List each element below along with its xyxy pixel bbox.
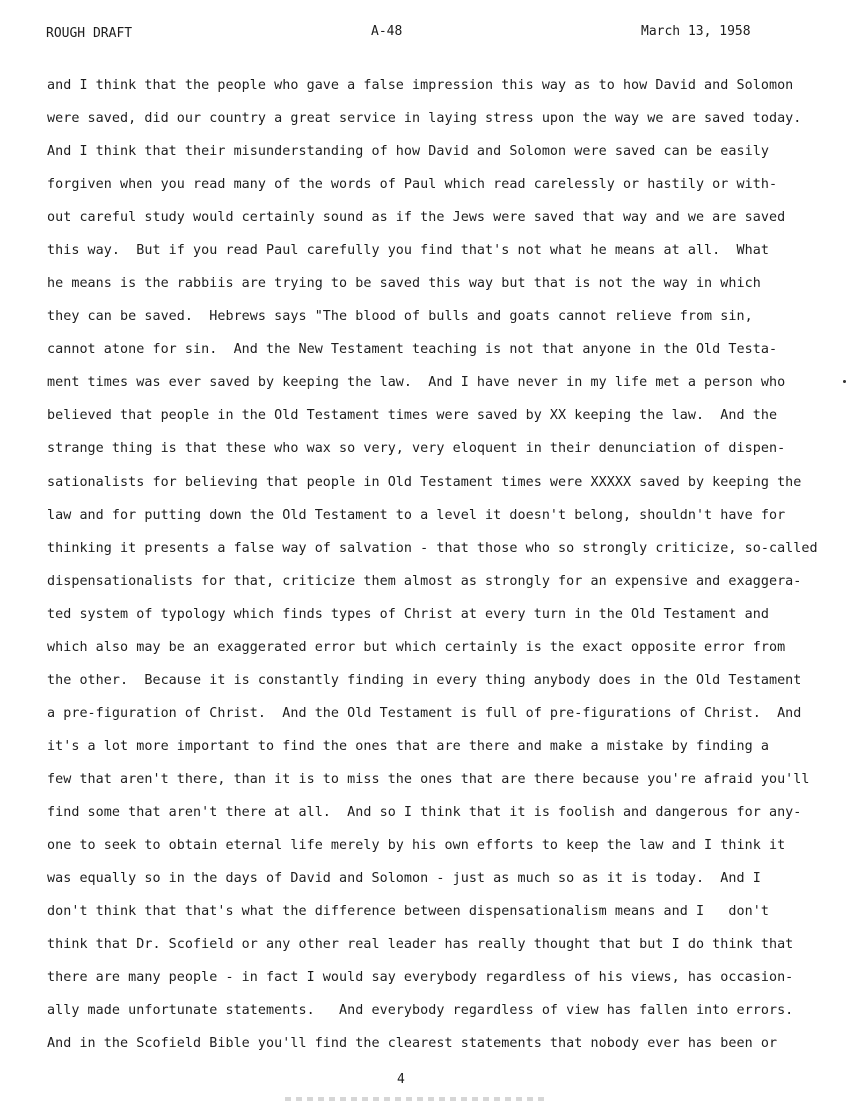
text-line: few that aren't there, than it is to miss the ones that are there because you're afraid you'll <box>47 772 810 787</box>
page-header <box>0 26 851 48</box>
text-line: the other. Because it is constantly finding in every thing anybody does in the Old Testament <box>47 673 802 688</box>
text-line: strange thing is that these who wax so very, very eloquent in their denunciation of dispen- <box>47 441 786 456</box>
text-line: he means is the rabbiis are trying to be saved this way but that is not the way in which <box>47 276 761 291</box>
text-line: believed that people in the Old Testament times were saved by XX keeping the law. And the <box>47 408 778 423</box>
text-line: think that Dr. Scofield or any other real leader has really thought that but I do think that <box>47 937 794 952</box>
text-line: one to seek to obtain eternal life merely by his own efforts to keep the law and I think it <box>47 838 786 853</box>
margin-mark <box>843 380 846 383</box>
text-line: forgiven when you read many of the words of Paul which read carelessly or hastily or with- <box>47 177 778 192</box>
text-line: ment times was ever saved by keeping the law. And I have never in my life met a person who <box>47 375 786 390</box>
text-line: And in the Scofield Bible you'll find the clearest statements that nobody ever has been or <box>47 1036 778 1051</box>
text-line: find some that aren't there at all. And so I think that it is foolish and dangerous for any- <box>47 805 802 820</box>
text-line: ted system of typology which finds types of Christ at every turn in the Old Testament and <box>47 607 769 622</box>
text-line: were saved, did our country a great service in laying stress upon the way we are saved today. <box>47 111 802 126</box>
text-line: which also may be an exaggerated error but which certainly is the exact opposite error from <box>47 640 786 655</box>
text-line: And I think that their misunderstanding of how David and Solomon were saved can be easily <box>47 144 769 159</box>
text-line: thinking it presents a false way of salvation - that those who so strongly criticize, so-called <box>47 541 818 556</box>
text-line: don't think that that's what the difference between dispensationalism means and I don't <box>47 904 769 919</box>
document-date: March 13, 1958 <box>641 24 751 39</box>
text-line: law and for putting down the Old Testament to a level it doesn't belong, shouldn't have for <box>47 508 786 523</box>
text-line: this way. But if you read Paul carefully you find that's not what he means at all. What <box>47 243 769 258</box>
text-line: cannot atone for sin. And the New Testament teaching is not that anyone in the Old Testa- <box>47 342 778 357</box>
scan-artifact <box>285 1097 545 1101</box>
draft-label: ROUGH DRAFT <box>46 26 133 41</box>
text-line: out careful study would certainly sound as if the Jews were saved that way and we are saved <box>47 210 786 225</box>
text-line: and I think that the people who gave a false impression this way as to how David and Solomon <box>47 78 794 93</box>
page-code: A-48 <box>371 24 403 39</box>
text-line: was equally so in the days of David and Solomon - just as much so as it is today. And I <box>47 871 761 886</box>
text-line: a pre-figuration of Christ. And the Old Testament is full of pre-figurations of Christ. And <box>47 706 802 721</box>
text-line: it's a lot more important to find the ones that are there and make a mistake by finding a <box>47 739 769 754</box>
text-line: they can be saved. Hebrews says "The blood of bulls and goats cannot relieve from sin, <box>47 309 753 324</box>
page-number: 4 <box>397 1072 405 1087</box>
text-line: dispensationalists for that, criticize them almost as strongly for an expensive and exaggera- <box>47 574 802 589</box>
text-line: sationalists for believing that people in Old Testament times were XXXXX saved by keeping the <box>47 475 802 490</box>
text-line: ally made unfortunate statements. And everybody regardless of view has fallen into errors. <box>47 1003 794 1018</box>
text-line: there are many people - in fact I would say everybody regardless of his views, has occasion- <box>47 970 794 985</box>
